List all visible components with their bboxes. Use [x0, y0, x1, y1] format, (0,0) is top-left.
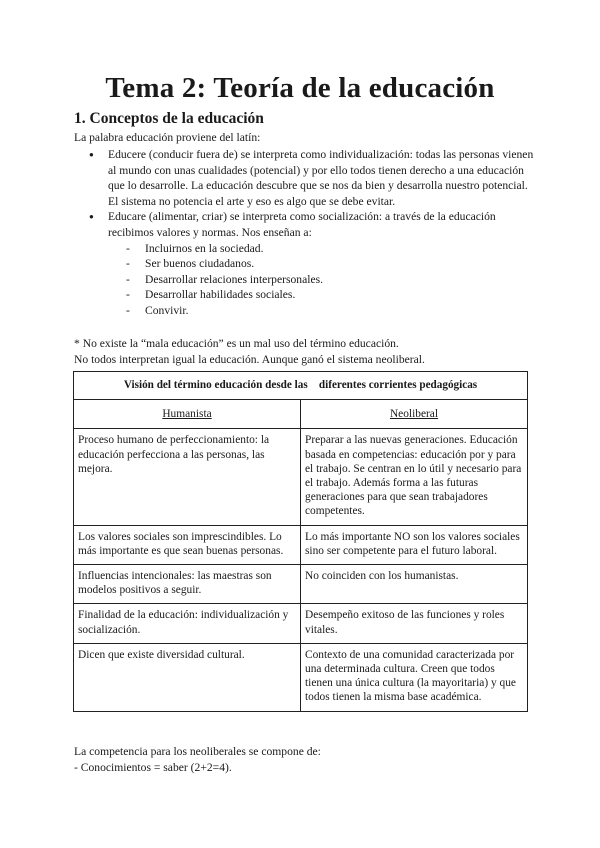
- table-cell: Desempeño exitoso de las funciones y roles vitales.: [301, 604, 528, 643]
- dash-item: - Incluirnos en la sociedad.: [108, 241, 534, 257]
- dash-item: - Desarrollar habilidades sociales.: [108, 287, 534, 303]
- closing-block: [74, 744, 544, 775]
- bullet-list: [74, 147, 534, 319]
- table-cell: Lo más importante NO son los valores sociales sino ser competente para el futuro laboral.: [301, 525, 528, 564]
- dash-list: [108, 241, 534, 319]
- table-cell: Contexto de una comunidad caracterizada por una determinada cultura. Creen que todos tienen una única cultura (la mayoritaria) y que todos tienen la misma base académica.: [301, 643, 528, 711]
- table-cell: Los valores sociales son imprescindibles. Lo más importante es que sean buenas personas.: [74, 525, 301, 564]
- bullet-text: Educare (alimentar, criar) se interpreta como socialización: a través de la educación recibimos valores y normas. Nos enseñan a:: [108, 210, 496, 239]
- bullet-item-educere: [74, 147, 534, 209]
- dash-item: - Ser buenos ciudadanos.: [108, 256, 534, 272]
- table-row: [74, 525, 528, 564]
- section-heading: 1. Conceptos de la educación: [74, 110, 264, 127]
- comparison-table: [73, 371, 528, 712]
- table-cell: No coinciden con los humanistas.: [301, 565, 528, 604]
- bullet-item-educare: [74, 209, 534, 318]
- table-row: [74, 565, 528, 604]
- table-cell: Preparar a las nuevas generaciones. Educación basada en competencias: educación por y para el trabajo. Se centran en lo útil y necesario para el trabajo. Además forma a las futuras generaciones para que sean trabajadores competentes.: [301, 429, 528, 525]
- table-cell: Dicen que existe diversidad cultural.: [74, 643, 301, 711]
- table-cell: Influencias intencionales: las maestras son modelos positivos a seguir.: [74, 565, 301, 604]
- bullet-text: Educere (conducir fuera de) se interpreta como individualización: todas las personas vienen al mundo con unas cualidades (potencial) y por ello todos tienen derecho a una educación que lo desarrolle. La educación descubre que se nos da bien y desarrolla nuestro potencial. El sistema no potencia el arte y eso es algo que se debe evitar.: [108, 148, 534, 208]
- column-header-humanista: Humanista: [74, 400, 301, 429]
- dash-item: - Convivir.: [108, 303, 534, 319]
- table-title-row: [74, 372, 528, 400]
- dash-item: - Desarrollar relaciones interpersonales.: [108, 272, 534, 288]
- note-block: [74, 336, 544, 367]
- table-header-row: [74, 400, 528, 429]
- column-header-neoliberal: Neoliberal: [301, 400, 528, 429]
- intro-text: La palabra educación proviene del latín:: [74, 131, 261, 144]
- note-line: * No existe la “mala educación” es un mal uso del término educación.: [74, 337, 399, 350]
- table-title: Visión del término educación desde las diferentes corrientes pedagógicas: [74, 372, 528, 400]
- table-row: [74, 429, 528, 525]
- note-line: No todos interpretan igual la educación. Aunque ganó el sistema neoliberal.: [74, 352, 425, 366]
- page-title: Tema 2: Teoría de la educación: [105, 72, 495, 104]
- closing-line: - Conocimientos = saber (2+2=4).: [74, 760, 232, 774]
- table-cell: Proceso humano de perfeccionamiento: la educación perfecciona a las personas, las mejora.: [74, 429, 301, 525]
- table-cell: Finalidad de la educación: individualización y socialización.: [74, 604, 301, 643]
- table-row: [74, 643, 528, 711]
- table-row: [74, 604, 528, 643]
- closing-line: La competencia para los neoliberales se compone de:: [74, 745, 321, 758]
